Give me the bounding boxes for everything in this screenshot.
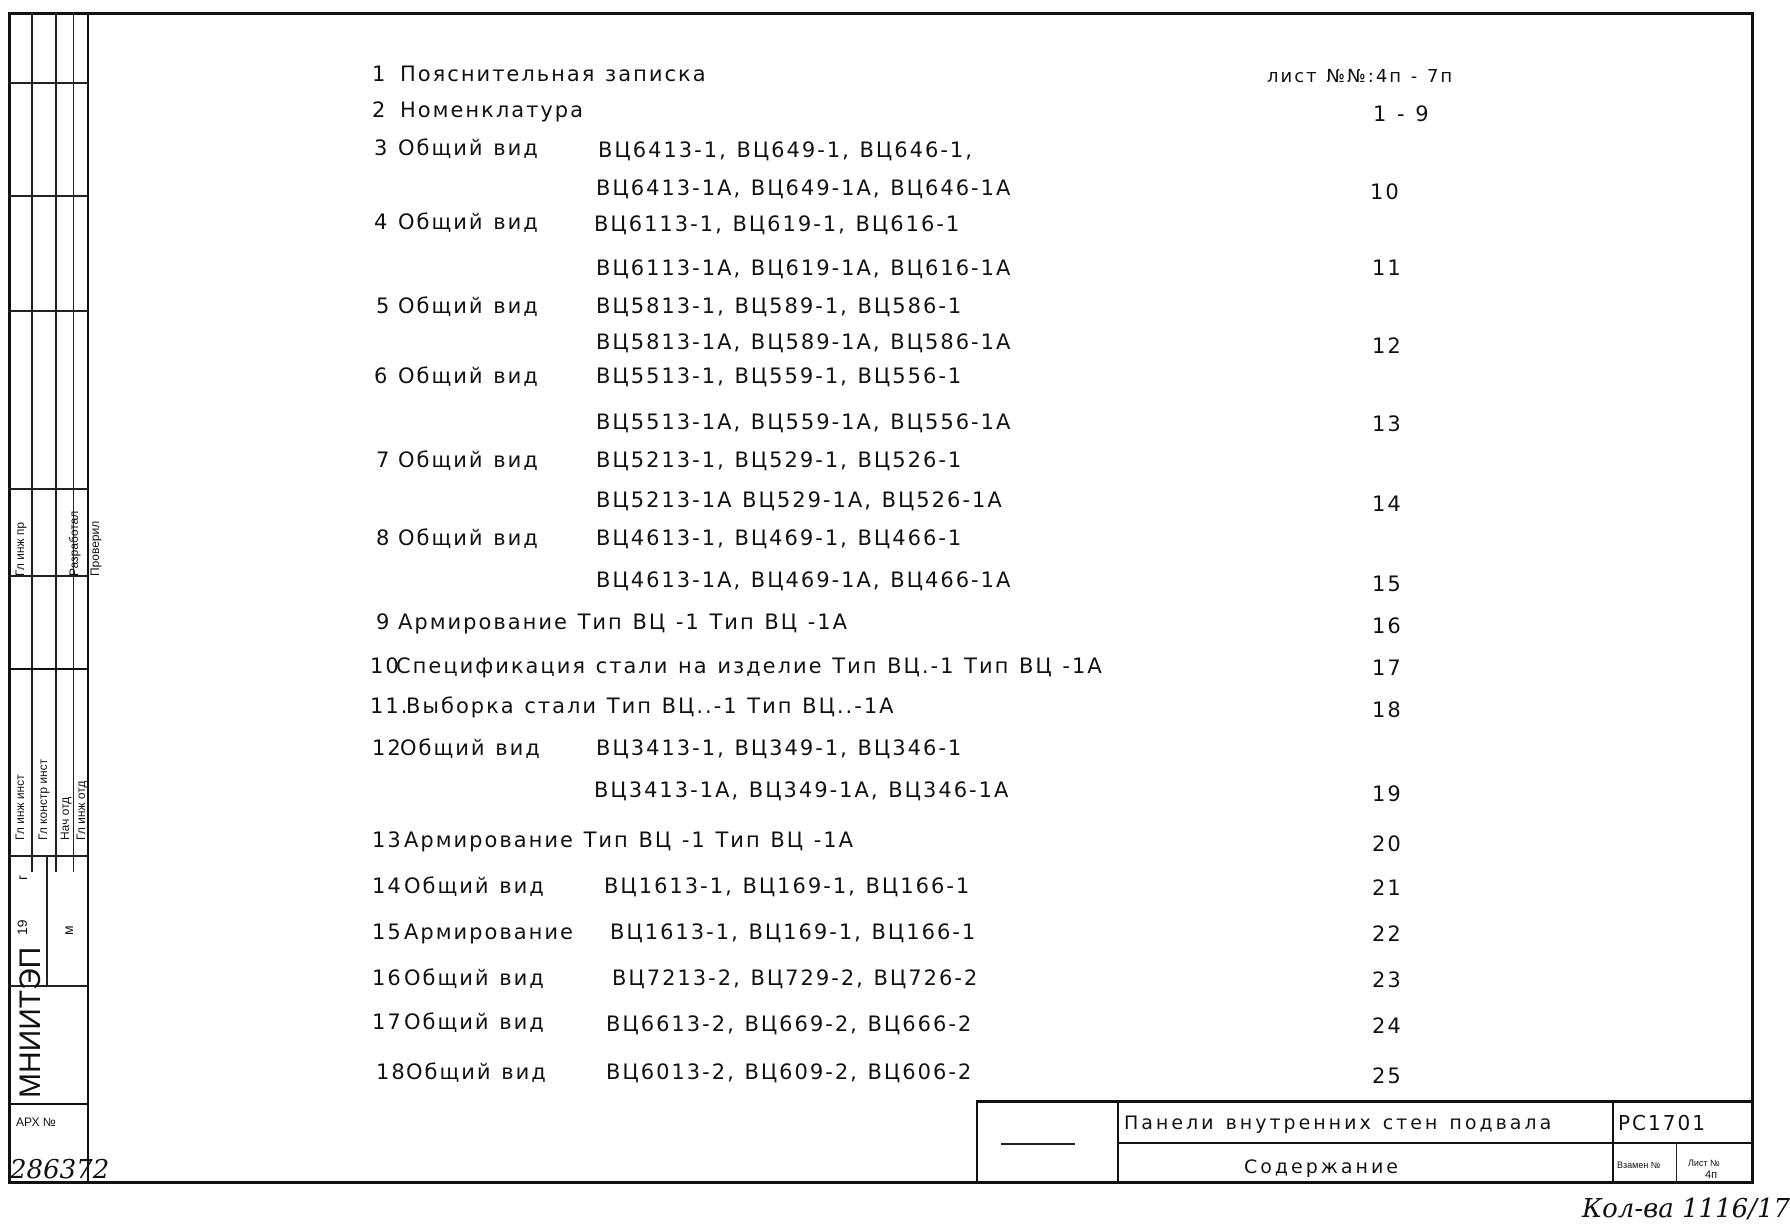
item-title: Общий вид	[398, 136, 540, 160]
item-num: 17	[372, 1010, 403, 1034]
arch-number: 286372	[10, 1155, 110, 1185]
item-sheet: 25	[1372, 1064, 1403, 1088]
item-title: Общий вид	[398, 526, 540, 550]
item-sheet: 17	[1372, 656, 1403, 680]
item-title: Общий вид	[400, 736, 542, 760]
letter-g: г	[14, 874, 30, 880]
drawing-code: РС1701	[1618, 1111, 1707, 1135]
item-line: ВЦ1613-1, ВЦ169-1, ВЦ166-1	[610, 920, 978, 944]
item-title: Армирование	[404, 920, 575, 944]
sheet-value: 4п	[1705, 1169, 1718, 1181]
role-nach-otd: Нач отд	[58, 796, 72, 840]
item-line: ВЦ6613-2, ВЦ669-2, ВЦ666-2	[606, 1012, 974, 1036]
item-num: 13	[372, 828, 403, 852]
item-title: Армирование Тип ВЦ -1 Тип ВЦ -1А	[404, 828, 856, 852]
item-title: Общий вид	[398, 448, 540, 472]
item-title: Общий вид	[398, 294, 540, 318]
role-gl-konstr-inst: Гл констр инст	[36, 758, 50, 840]
item-title: Армирование Тип ВЦ -1 Тип ВЦ -1А	[398, 610, 850, 634]
item-num: 14	[372, 874, 403, 898]
item-num: 2	[372, 98, 388, 122]
item-line: ВЦ5513-1А, ВЦ559-1А, ВЦ556-1А	[596, 410, 1013, 434]
item-line: ВЦ6013-2, ВЦ609-2, ВЦ606-2	[606, 1060, 974, 1084]
item-title: Спецификация стали на изделие Тип ВЦ.-1 Тип ВЦ -1А	[396, 654, 1104, 678]
item-sheet: 20	[1372, 832, 1403, 856]
item-sheet: 1 - 9	[1373, 102, 1431, 126]
item-sheet: 13	[1372, 412, 1403, 436]
item-line: ВЦ5213-1А ВЦ529-1А, ВЦ526-1А	[596, 488, 1004, 512]
arch-label: АРХ №	[16, 1115, 56, 1129]
item-title: Общий вид	[406, 1060, 548, 1084]
item-line: ВЦ5213-1, ВЦ529-1, ВЦ526-1	[596, 448, 964, 472]
item-sheet: 24	[1372, 1014, 1403, 1038]
sheet-label: Лист №	[1688, 1158, 1720, 1168]
item-num: 11.	[370, 694, 410, 718]
replaced-label: Взамен №	[1617, 1160, 1661, 1170]
role-gl-inzh-pr: Гл инж пр	[13, 521, 27, 576]
item-line: ВЦ4613-1, ВЦ469-1, ВЦ466-1	[596, 526, 964, 550]
sheet-range-label: лист №№:4п - 7п	[1267, 66, 1455, 87]
item-sheet: 12	[1372, 334, 1403, 358]
item-num: 15	[372, 920, 403, 944]
item-sheet: 18	[1372, 698, 1403, 722]
item-num: 5	[376, 294, 392, 318]
year-digits: 19	[14, 919, 30, 935]
item-line: ВЦ1613-1, ВЦ169-1, ВЦ166-1	[604, 874, 972, 898]
item-title: Выборка стали Тип ВЦ..-1 Тип ВЦ..-1А	[406, 694, 896, 718]
org-name: МНИИТЭП	[14, 946, 47, 1098]
item-num: 6	[374, 364, 390, 388]
item-num: 9	[376, 610, 392, 634]
role-razrabotal: Разработал	[67, 510, 81, 576]
project-title: Панели внутренних стен подвала	[1124, 1112, 1555, 1134]
item-title: Общий вид	[404, 874, 546, 898]
role-proveril: Проверил	[88, 520, 102, 576]
item-num: 16	[372, 966, 403, 990]
item-num: 8	[376, 526, 392, 550]
item-sheet: 11	[1372, 256, 1403, 280]
item-line: ВЦ4613-1А, ВЦ469-1А, ВЦ466-1А	[596, 568, 1013, 592]
item-title: Общий вид	[404, 966, 546, 990]
letter-m: м	[60, 925, 76, 935]
item-num: 18	[376, 1060, 407, 1084]
item-title: Общий вид	[398, 210, 540, 234]
item-line: ВЦ3413-1А, ВЦ349-1А, ВЦ346-1А	[594, 778, 1011, 802]
item-line: ВЦ6113-1, ВЦ619-1, ВЦ616-1	[594, 212, 962, 236]
item-num: 1	[372, 62, 388, 86]
item-num: 3	[374, 136, 390, 160]
item-title: Номенклатура	[400, 98, 585, 122]
item-line: ВЦ6113-1А, ВЦ619-1А, ВЦ616-1А	[596, 256, 1013, 280]
item-line: ВЦ5813-1А, ВЦ589-1А, ВЦ586-1А	[596, 330, 1013, 354]
role-gl-inzh-inst: Гл инж инст	[13, 774, 27, 840]
item-num: 7	[376, 448, 392, 472]
item-sheet: 14	[1372, 492, 1403, 516]
sheet-title: Содержание	[1244, 1156, 1401, 1178]
item-sheet: 23	[1372, 968, 1403, 992]
item-title: Пояснительная записка	[400, 62, 708, 86]
item-sheet: 15	[1372, 572, 1403, 596]
bottom-note: Кол-ва 1116/17	[1582, 1194, 1790, 1224]
item-title: Общий вид	[404, 1010, 546, 1034]
item-sheet: 16	[1372, 614, 1403, 638]
item-line: ВЦ7213-2, ВЦ729-2, ВЦ726-2	[612, 966, 980, 990]
item-num: 4	[374, 210, 390, 234]
role-gl-inzh-otd: Гл инж отд	[74, 780, 88, 840]
item-sheet: 19	[1372, 782, 1403, 806]
item-sheet: 10	[1370, 180, 1401, 204]
item-line: ВЦ3413-1, ВЦ349-1, ВЦ346-1	[596, 736, 964, 760]
item-line: ВЦ5813-1, ВЦ589-1, ВЦ586-1	[596, 294, 964, 318]
item-sheet: 22	[1372, 922, 1403, 946]
item-line: ВЦ6413-1А, ВЦ649-1А, ВЦ646-1А	[596, 176, 1013, 200]
item-num: 12	[372, 736, 403, 760]
item-num: 10	[370, 654, 401, 678]
item-line: ВЦ5513-1, ВЦ559-1, ВЦ556-1	[596, 364, 964, 388]
item-line: ВЦ6413-1, ВЦ649-1, ВЦ646-1,	[598, 138, 974, 162]
item-title: Общий вид	[398, 364, 540, 388]
item-sheet: 21	[1372, 876, 1403, 900]
